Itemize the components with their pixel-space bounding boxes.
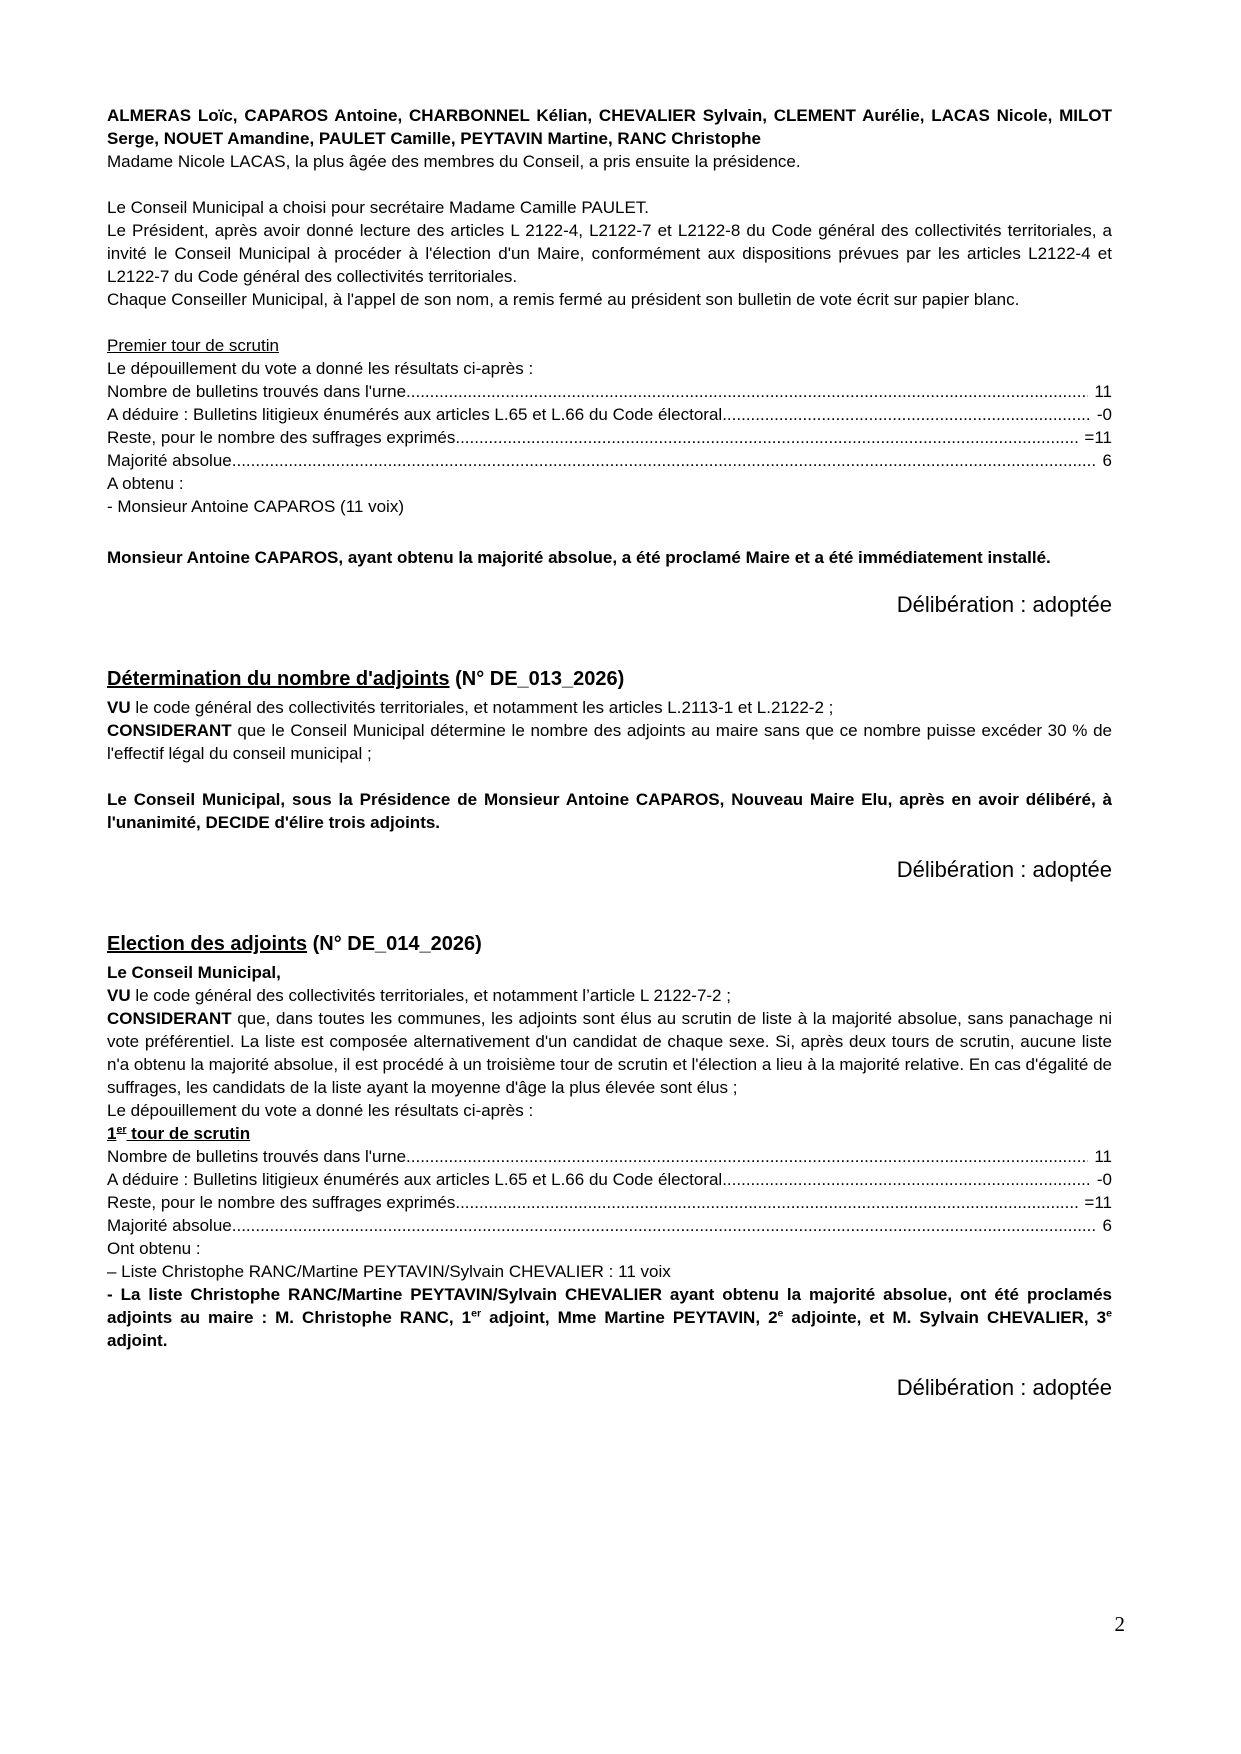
leader-value: -0: [1096, 405, 1112, 424]
council-line: [107, 961, 1112, 984]
text-run: Délibération : adoptée: [896, 857, 1112, 882]
spacer: [107, 518, 1112, 546]
page-number: 2: [1114, 1612, 1125, 1636]
dot-leader: [406, 380, 1088, 403]
dot-leader: [455, 426, 1078, 449]
dot-leader: [455, 1191, 1078, 1214]
leader-value: 6: [1102, 451, 1112, 470]
list-result: [107, 1260, 1112, 1283]
text-run: A obtenu :: [107, 474, 184, 493]
text-run: e: [777, 1307, 784, 1320]
text-run: que le Conseil Municipal détermine le nombre des adjoints au maire sans que ce nombre puisse excéder 30 % de l'effectif légal du conseil municipal ;: [107, 721, 1112, 763]
leader-label: Majorité absolue: [107, 1216, 232, 1235]
text-run: Le Conseil Municipal a choisi pour secrétaire Madame Camille PAULET.: [107, 198, 650, 217]
presidence-note: [107, 150, 1112, 173]
deliberation-status-3: [107, 1375, 1112, 1401]
text-run: CONSIDERANT: [107, 721, 232, 740]
text-run: 1: [107, 1124, 117, 1143]
text-run: le code général des collectivités territoriales, et notamment l’article L 2122-7-2 ;: [130, 986, 731, 1005]
text-run: tour de scrutin: [126, 1124, 251, 1143]
leader-label: Majorité absolue: [107, 451, 232, 470]
leader-value: =11: [1084, 428, 1112, 447]
text-run: Le Président, après avoir donné lecture des articles L 2122-4, L2122-7 et L2122-8 du Code général des collectivités territoriales, a invité le Conseil Municipal à procéder à l'élection d'un Maire, conformément aux dispositions prévues par les articles L2122-4 et L2122-7 du Code général des collectivités territoriales.: [107, 221, 1112, 286]
text-run: adjointe, et M. Sylvain CHEVALIER, 3: [783, 1308, 1107, 1327]
vu-clause-2: [107, 984, 1112, 1007]
text-run: VU: [107, 986, 131, 1005]
text-run: (N° DE_014_2026): [307, 933, 482, 955]
leader-value: -0: [1096, 1170, 1112, 1189]
adjoints-count-decision: [107, 788, 1112, 834]
leader-label: A déduire : Bulletins litigieux énumérés aux articles L.65 et L.66 du Code électoral: [107, 1170, 723, 1189]
text-run: adjoint.: [107, 1331, 168, 1350]
text-run: e: [1106, 1307, 1112, 1320]
text-run: Monsieur Antoine CAPAROS, ayant obtenu la majorité absolue, a été proclamé Maire et a été immédiatement installé.: [107, 548, 1051, 567]
leader-value: 11: [1094, 1147, 1112, 1166]
dot-leader: [722, 1168, 1091, 1191]
votes-cast-line-2: [107, 1191, 1112, 1214]
text-run: ALMERAS Loïc, CAPAROS Antoine, CHARBONNEL Kélian, CHEVALIER Sylvain, CLEMENT Aurélie, LACAS Nicole, MILOT Serge, NOUET Amandine, PAULET Camille, PEYTAVIN Martine, RANC Christophe: [107, 106, 1112, 148]
leader-label: A déduire : Bulletins litigieux énumérés aux articles L.65 et L.66 du Code électoral: [107, 405, 723, 424]
text-run: Le Conseil Municipal,: [107, 963, 281, 982]
considerant-clause-2: [107, 1007, 1112, 1099]
leader-label: Nombre de bulletins trouvés dans l'urne: [107, 1147, 407, 1166]
text-run: le code général des collectivités territoriales, et notamment les articles L.2113-1 et L.2122-2 ;: [130, 698, 834, 717]
dot-leader: [232, 449, 1097, 472]
text-run: Le Conseil Municipal, sous la Présidence de Monsieur Antoine CAPAROS, Nouveau Maire Elu, après en avoir délibéré, à l'unanimité, DECIDE d'élire trois adjoints.: [107, 790, 1112, 832]
obtained-label: [107, 472, 1112, 495]
text-run: Ont obtenu :: [107, 1239, 201, 1258]
dot-leader: [406, 1145, 1088, 1168]
adjoints-proclamation: [107, 1283, 1112, 1352]
votes-cast-line: [107, 426, 1112, 449]
spacer: [107, 765, 1112, 788]
leader-value: 11: [1094, 382, 1112, 401]
text-run: (N° DE_013_2026): [449, 668, 625, 690]
deliberation-status-1: [107, 592, 1112, 618]
mayor-proclamation: [107, 546, 1112, 569]
leader-label: Reste, pour le nombre des suffrages exprimés: [107, 428, 456, 447]
president-reading: [107, 219, 1112, 288]
council-members-list: [107, 104, 1112, 150]
ballots-found-line-2: [107, 1145, 1112, 1168]
text-run: Délibération : adoptée: [896, 592, 1112, 617]
ballots-found-line: [107, 380, 1112, 403]
considerant-clause-1: [107, 719, 1112, 765]
text-run: Election des adjoints: [107, 933, 308, 955]
ballot-procedure: [107, 288, 1112, 311]
vu-clause-1: [107, 696, 1112, 719]
text-run: er: [116, 1123, 127, 1136]
text-run: Délibération : adoptée: [896, 1375, 1112, 1400]
text-run: que, dans toutes les communes, les adjoints sont élus au scrutin de liste à la majorité absolue, sans panachage ni vote préférentiel. La liste est composée alternativement d'un candidat de chaque sexe. Si, après deux tours de scrutin, aucune liste n'a obtenu la majorité absolue, il est procédé à un troisième tour de scrutin et l'élection a lieu à la majorité relative. En cas d'égalité de suffrages, les candidats de la liste ayant la moyenne d'âge la plus élevée sont élus ;: [107, 1009, 1112, 1097]
deductions-line-2: [107, 1168, 1112, 1191]
text-run: er: [471, 1307, 482, 1320]
absolute-majority-line-2: [107, 1214, 1112, 1237]
text-run: - La liste Christophe RANC/Martine PEYTAVIN/Sylvain CHEVALIER ayant obtenu la majorité absolue, ont été proclamés adjoints au maire : M. Christophe RANC, 1: [107, 1285, 1112, 1327]
spacer: [107, 173, 1112, 196]
text-run: VU: [107, 698, 131, 717]
deliberation-status-2: [107, 857, 1112, 883]
absolute-majority-line: [107, 449, 1112, 472]
text-run: Premier tour de scrutin: [107, 336, 279, 355]
text-run: Chaque Conseiller Municipal, à l'appel de son nom, a remis fermé au président son bulletin de vote écrit sur papier blanc.: [107, 290, 1020, 309]
text-run: Détermination du nombre d'adjoints: [107, 668, 450, 690]
leader-label: Nombre de bulletins trouvés dans l'urne: [107, 382, 407, 401]
leader-value: =11: [1084, 1193, 1112, 1212]
dot-leader: [232, 1214, 1097, 1237]
text-run: Le dépouillement du vote a donné les résultats ci-après :: [107, 1101, 534, 1120]
leader-label: Reste, pour le nombre des suffrages exprimés: [107, 1193, 456, 1212]
dot-leader: [722, 403, 1091, 426]
section-heading-election-adjoints: [107, 931, 1112, 957]
section-heading-adjoints-count: [107, 666, 1112, 692]
first-round-title-2: [107, 1122, 1112, 1145]
text-run: CONSIDERANT: [107, 1009, 232, 1028]
obtained-label-2: [107, 1237, 1112, 1260]
secretary-note: [107, 196, 1112, 219]
candidate-result: [107, 495, 1112, 518]
first-round-title: [107, 334, 1112, 357]
leader-value: 6: [1102, 1216, 1112, 1235]
text-run: - Monsieur Antoine CAPAROS (11 voix): [107, 497, 404, 516]
results-intro: [107, 357, 1112, 380]
deductions-line: [107, 403, 1112, 426]
spacer: [107, 311, 1112, 334]
text-run: – Liste Christophe RANC/Martine PEYTAVIN/Sylvain CHEVALIER : 11 voix: [107, 1262, 671, 1281]
document-content: [107, 104, 1112, 1401]
text-run: Madame Nicole LACAS, la plus âgée des membres du Conseil, a pris ensuite la présidence.: [107, 152, 801, 171]
text-run: Le dépouillement du vote a donné les résultats ci-après :: [107, 359, 534, 378]
text-run: adjoint, Mme Martine PEYTAVIN, 2: [481, 1308, 778, 1327]
results-intro-2: [107, 1099, 1112, 1122]
